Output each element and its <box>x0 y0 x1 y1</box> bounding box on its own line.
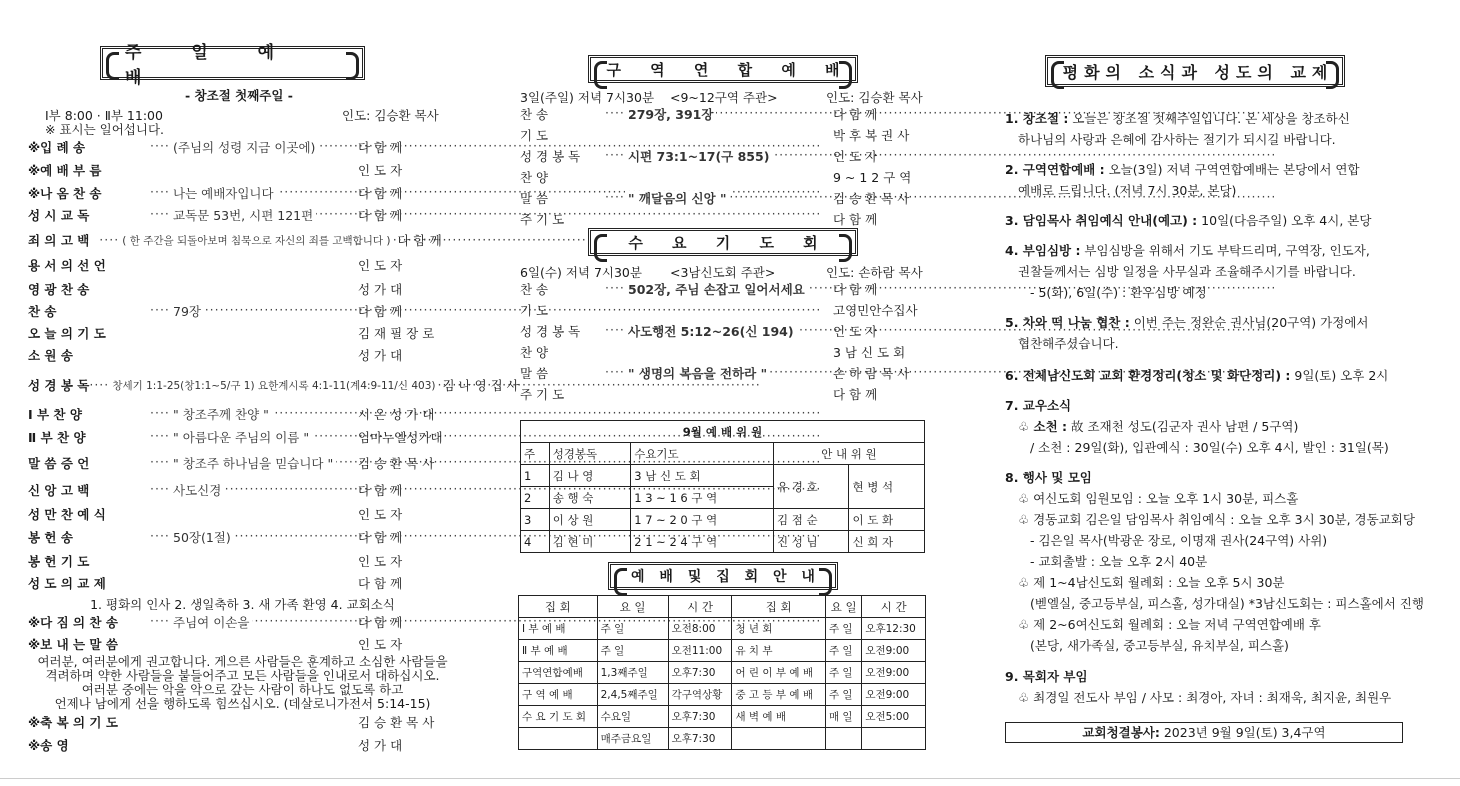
duty-row <box>521 465 925 487</box>
item-detail: " 창조주께 찬양 " ····· <box>150 405 354 423</box>
service-item <box>28 375 519 395</box>
service-item <box>28 255 453 275</box>
schedule-row <box>519 728 926 750</box>
news-line <box>1005 312 1368 333</box>
union-host: <9~12구역 주관> <box>670 90 778 105</box>
news-text: 故 조재천 성도(김군자 권사 남편 / 5구역) <box>1067 419 1299 434</box>
schedule-row <box>519 640 926 662</box>
item-label: 찬 송 <box>520 282 549 297</box>
news-line <box>1005 395 1071 416</box>
banner-title: 수 요 기 도 회 <box>628 233 830 252</box>
item-label: 말 씀 <box>520 191 549 206</box>
item-detail: 279장, 391장 ····· <box>605 105 829 123</box>
item-label: 성 만 찬 예 식 <box>28 507 106 522</box>
service-leader: 인도: 김승환 목사 <box>342 108 439 123</box>
news-banner <box>1045 55 1345 87</box>
news-line <box>1018 180 1236 201</box>
schedule-banner <box>608 562 838 590</box>
item-detail: ( 한 주간을 되돌아보며 침묵으로 자신의 죄를 고백합니다 ) ····· <box>99 232 393 248</box>
item-leader: 다 함 께 <box>833 282 878 297</box>
schedule-cell: 주 일 <box>597 640 668 662</box>
duty-row <box>521 531 925 553</box>
news-heading: 7. 교우소식 <box>1005 398 1072 413</box>
service-item <box>28 504 453 524</box>
schedule-cell: 주 일 <box>597 618 668 640</box>
news-text: - 교회출발 : 오늘 오후 2시 40분 <box>1030 554 1208 569</box>
item-detail: " 아름다운 주님의 이름 " ····· <box>150 428 354 446</box>
schedule-cell: 2,4,5째주일 <box>597 684 668 706</box>
wed-host: <3남신도회 주관> <box>670 265 776 280</box>
news-heading: 3. 담임목사 취임예식 안내(예고) : <box>1005 213 1198 228</box>
schedule-cell: 오후12:30 <box>862 618 926 640</box>
item-leader: 다 함 께 <box>833 212 878 227</box>
news-heading: 1. 창조절 : <box>1005 111 1069 126</box>
schedule-cell: 어 린 이 부 예 배 <box>732 662 826 684</box>
schedule-row <box>519 662 926 684</box>
item-label: 용 서 의 선 언 <box>28 258 106 273</box>
schedule-cell: 구 역 예 배 <box>519 684 598 706</box>
news-text: ♧ 경동교회 김은일 담임목사 취임예식 : 오늘 오후 3시 30분, 경동교회당 <box>1018 512 1415 527</box>
item-label: 말 씀 <box>520 366 549 381</box>
item-label: 성 경 봉 독 <box>28 378 90 393</box>
duty-cell: 2 <box>521 487 550 509</box>
schedule-cell <box>732 728 826 750</box>
duty-row <box>521 509 925 531</box>
news-line <box>1030 282 1207 303</box>
service-item <box>28 634 453 654</box>
usher-cell: 신 희 자 <box>849 531 925 553</box>
item-label: Ⅰ 부 찬 양 <box>28 407 82 422</box>
service-item <box>520 384 928 404</box>
news-text: - 김은일 목사(박광운 장로, 이명재 권사(24구역) 사위) <box>1030 533 1328 548</box>
duty-cell: 이 상 원 <box>549 509 631 531</box>
item-detail: " 생명의 복음을 전하라 " ····· <box>605 364 829 382</box>
item-leader: 3 남 신 도 회 <box>833 345 906 360</box>
schedule-cell: 오전9:00 <box>862 640 926 662</box>
schedule-cell: 오후7:30 <box>668 706 732 728</box>
duty-cell: 4 <box>521 531 550 553</box>
duty-cell: 3 <box>521 509 550 531</box>
service-item <box>520 279 928 299</box>
season-subtitle: - 창조절 첫째주일 - <box>185 88 293 103</box>
schedule-cell: 매 일 <box>825 706 861 728</box>
cleaning-label: 교회청결봉사: <box>1082 725 1160 740</box>
service-item <box>520 321 928 341</box>
item-label: Ⅱ 부 찬 양 <box>28 430 86 445</box>
service-item <box>28 301 453 321</box>
usher-cell: 김 점 순 <box>773 509 849 531</box>
service-item <box>520 209 928 229</box>
item-leader: 다 함 께 <box>358 576 403 591</box>
item-label: ※다 짐 의 찬 송 <box>28 615 118 630</box>
item-label: 성 시 교 독 <box>28 208 90 223</box>
item-label: ※입 례 송 <box>28 140 86 155</box>
item-label: 성 경 봉 독 <box>520 149 581 164</box>
schedule-cell: 1,3째주일 <box>597 662 668 684</box>
news-heading: 6. 전체남신도회 교회 환경정리(청소 및 화단정리) : <box>1005 368 1291 383</box>
duty-table <box>520 420 925 553</box>
news-line <box>1030 593 1424 614</box>
news-heading: 4. 부임심방 : <box>1005 243 1081 258</box>
item-label: 봉 헌 기 도 <box>28 554 90 569</box>
service-item <box>28 712 453 732</box>
duty-cell: 1 3 ~ 1 6 구 역 <box>631 487 774 509</box>
item-leader: 성 가 대 <box>358 348 403 363</box>
news-text: ♧ 제 2~6여신도회 월례회 : 오늘 저녁 구역연합예배 후 <box>1018 617 1322 632</box>
schedule-cell: 구역연합예배 <box>519 662 598 684</box>
service-item <box>520 167 928 187</box>
schedule-cell: 중 고 등 부 예 배 <box>732 684 826 706</box>
service-times: Ⅰ부 8:00 · Ⅱ부 11:00 <box>45 108 163 123</box>
item-leader: 인 도 자 <box>358 637 403 652</box>
schedule-cell: 오후7:30 <box>668 662 732 684</box>
schedule-header: 요 일 <box>597 596 668 618</box>
item-label: 찬 양 <box>520 170 549 185</box>
schedule-row <box>519 706 926 728</box>
service-item <box>520 125 928 145</box>
benediction-line: 여러분 중에는 악을 악으로 갚는 사람이 하나도 없도록 하고 <box>81 682 404 697</box>
standing-note: ※ 표시는 일어섭니다. <box>45 122 164 137</box>
item-leader: 박 후 복 권 사 <box>833 128 910 143</box>
duty-header-row <box>521 443 925 465</box>
news-text: (벧엘실, 중고등부실, 피스홀, 성가대실) *3남신도회는 : 피스홀에서 진행 <box>1030 596 1424 611</box>
item-label: 찬 송 <box>28 304 57 319</box>
service-item <box>28 183 453 203</box>
union-leader: 인도: 김승환 목사 <box>826 90 923 105</box>
schedule-header: 집 회 <box>732 596 826 618</box>
item-leader: 성 가 대 <box>358 282 403 297</box>
fellowship-list: 1. 평화의 인사 2. 생일축하 3. 새 가족 환영 4. 교회소식 <box>90 597 395 612</box>
schedule-header-row <box>519 596 926 618</box>
schedule-cell: 수 요 기 도 회 <box>519 706 598 728</box>
item-label: 말 씀 증 언 <box>28 456 90 471</box>
duty-header: 성경봉독 <box>549 443 631 465</box>
news-line <box>1005 159 1360 180</box>
news-line <box>1018 261 1356 282</box>
item-label: 주 기 도 <box>520 387 565 402</box>
schedule-cell: 오전9:00 <box>862 684 926 706</box>
duty-header: 수요기도 <box>631 443 774 465</box>
service-item <box>520 188 928 208</box>
item-label: 신 앙 고 백 <box>28 483 90 498</box>
schedule-cell: 매주금요일 <box>597 728 668 750</box>
duty-cell: 2 1 ~ 2 4 구 역 <box>631 531 774 553</box>
usher-cell: 유 경 호 <box>773 465 849 509</box>
service-item <box>520 300 928 320</box>
scan-edge <box>0 778 1460 779</box>
item-detail: " 창조주 하나님을 믿습니다 " ····· <box>150 454 354 472</box>
schedule-header: 시 간 <box>668 596 732 618</box>
schedule-cell: 오전5:00 <box>862 706 926 728</box>
item-detail: 나는 예배자입니다 ····· <box>150 184 354 202</box>
duty-header: 주 <box>521 443 550 465</box>
schedule-cell: 주 일 <box>825 640 861 662</box>
schedule-cell: 유 치 부 <box>732 640 826 662</box>
news-line <box>1018 509 1415 530</box>
news-text: 권찰들께서는 심방 일정을 사무실과 조율해주시기를 바랍니다. <box>1018 264 1356 279</box>
duty-cell: 김 나 영 <box>549 465 631 487</box>
service-item <box>28 404 453 424</box>
item-detail: 사도신경 ····· <box>150 481 354 499</box>
service-item <box>28 137 453 157</box>
news-line <box>1018 333 1119 354</box>
cleaning-duty <box>1005 722 1403 743</box>
item-label: 찬 송 <box>520 107 549 122</box>
item-detail: 79장 ····· <box>150 302 354 320</box>
schedule-cell: 각구역상황 <box>668 684 732 706</box>
cleaning-value: 2023년 9월 9일(토) 3,4구역 <box>1159 725 1326 740</box>
service-item <box>28 453 453 473</box>
service-item <box>28 427 453 447</box>
item-leader: 다 함 께 <box>358 304 403 319</box>
service-item <box>28 480 453 500</box>
schedule-cell <box>519 728 598 750</box>
news-line <box>1018 687 1391 708</box>
service-item <box>520 342 928 362</box>
item-label: ※축 복 의 기 도 <box>28 715 118 730</box>
news-line <box>1005 210 1371 231</box>
item-detail: 교독문 53번, 시편 121편 ····· <box>150 206 354 224</box>
news-text: ♧ 여신도회 임원모임 : 오늘 오후 1시 30분, 피스홀 <box>1018 491 1299 506</box>
banner-title: 예 배 및 집 회 안 내 <box>631 569 820 585</box>
duty-cell: 김 현 미 <box>549 531 631 553</box>
news-heading: 8. 행사 및 모임 <box>1005 470 1092 485</box>
item-leader: 다 함 께 <box>397 233 442 248</box>
item-leader: 김 승 환 목 사 <box>833 191 910 206</box>
union-schedule: 3일(주일) 저녁 7시30분 <box>520 90 655 105</box>
item-leader: 고영민안수집사 <box>833 303 918 318</box>
news-text: ♧ 최경일 전도사 부임 / 사모 : 최경아, 자녀 : 최재욱, 최지윤, 최원우 <box>1018 690 1392 705</box>
news-text: 예배로 드립니다. (저녁 7시 30분, 본당) <box>1018 183 1237 198</box>
item-label: 성 도 의 교 제 <box>28 576 106 591</box>
item-label: 기 도 <box>520 128 549 143</box>
duty-header: 안 내 위 원 <box>773 443 924 465</box>
service-item <box>28 551 453 571</box>
usher-cell: 이 도 화 <box>849 509 925 531</box>
service-item <box>28 573 453 593</box>
schedule-cell: 오전9:00 <box>862 662 926 684</box>
schedule-header: 집 회 <box>519 596 598 618</box>
item-leader: 손 하 람 목 사 <box>833 366 910 381</box>
item-leader: 다 함 께 <box>358 615 403 630</box>
item-leader: 임마누엘성가대 <box>358 430 443 445</box>
item-label: ※나 옴 찬 송 <box>28 186 102 201</box>
schedule-cell: 오후7:30 <box>668 728 732 750</box>
service-item <box>28 205 453 225</box>
news-line <box>1030 530 1327 551</box>
item-label: 봉 헌 송 <box>28 530 73 545</box>
schedule-header: 시 간 <box>862 596 926 618</box>
item-leader: 김 승 환 목 사 <box>358 715 435 730</box>
news-line <box>1030 437 1389 458</box>
service-item <box>28 323 453 343</box>
benediction-line: 여러분, 여러분에게 권고합니다. 게으른 사람들은 훈계하고 소심한 사람들을 <box>37 654 448 669</box>
news-line <box>1018 614 1321 635</box>
service-item <box>28 527 453 547</box>
item-leader: 인 도 자 <box>358 163 403 178</box>
schedule-cell <box>825 728 861 750</box>
item-label: ※보 내 는 말 씀 <box>28 637 118 652</box>
news-line <box>1018 572 1285 593</box>
news-text: (본당, 새가족실, 중고등부실, 유치부실, 피스홀) <box>1030 638 1289 653</box>
news-text: 하나님의 사랑과 은혜에 감사하는 절기가 되시길 바랍니다. <box>1018 132 1336 147</box>
news-line <box>1018 129 1336 150</box>
news-line <box>1005 467 1092 488</box>
news-text: ♧ 제 1~4남신도회 월례회 : 오늘 오후 5시 30분 <box>1018 575 1285 590</box>
service-item <box>28 230 453 250</box>
item-leader: 인 도 자 <box>358 507 403 522</box>
news-heading: 5. 차와 떡 나눔 협찬 : <box>1005 315 1130 330</box>
wed-leader: 인도: 손하람 목사 <box>826 265 923 280</box>
item-label: 성 경 봉 독 <box>520 324 581 339</box>
service-item <box>28 160 453 180</box>
schedule-cell <box>862 728 926 750</box>
duty-cell: 1 7 ~ 2 0 구 역 <box>631 509 774 531</box>
usher-cell: 현 병 석 <box>849 465 925 509</box>
benediction-text <box>0 655 485 711</box>
news-line <box>1005 365 1388 386</box>
item-leader: 김 나 영 집 사 <box>442 378 519 393</box>
service-item <box>520 104 928 124</box>
duty-cell: 1 <box>521 465 550 487</box>
item-detail: " 깨달음의 신앙 " ····· <box>605 189 829 207</box>
item-label: 소 원 송 <box>28 348 73 363</box>
item-leader: 다 함 께 <box>358 140 403 155</box>
banner-title: 평화의 소식과 성도의 교제 <box>1062 62 1334 82</box>
schedule-cell: 주 일 <box>825 662 861 684</box>
schedule-cell: 새 벽 예 배 <box>732 706 826 728</box>
news-line <box>1030 635 1289 656</box>
item-leader: 다 함 께 <box>358 186 403 201</box>
schedule-cell: 주 일 <box>825 618 861 640</box>
item-detail: 창세기 1:1-25(창1:1~5/구 1) 요한계시록 4:1-11(계4:9-11/신 403) ····· <box>89 377 438 393</box>
duty-title: 9월 예 배 위 원 <box>521 421 925 443</box>
item-label: 기 도 <box>520 303 549 318</box>
item-detail: 사도행전 5:12~26(신 194) ····· <box>605 322 829 340</box>
news-heading: 9. 목회자 부임 <box>1005 669 1088 684</box>
schedule-cell: Ⅰ 부 예 배 <box>519 618 598 640</box>
sunday-service-banner <box>100 43 365 88</box>
schedule-cell: 청 년 회 <box>732 618 826 640</box>
news-column <box>990 0 1460 786</box>
item-label: 영 광 찬 송 <box>28 282 90 297</box>
item-leader: 인 도 자 <box>833 324 878 339</box>
banner-title: 주 일 예 배 <box>125 43 297 88</box>
service-item <box>28 735 453 755</box>
news-text: 오늘(3일) 저녁 구역연합예배는 본당에서 연합 <box>1104 162 1360 177</box>
schedule-row <box>519 618 926 640</box>
news-heading: 2. 구역연합예배 : <box>1005 162 1105 177</box>
schedule-table <box>518 595 926 750</box>
item-label: 찬 양 <box>520 345 549 360</box>
news-text: / 소천 : 29일(화), 입관예식 : 30일(수) 오후 4시, 발인 : 31일(목) <box>1030 440 1389 455</box>
news-line <box>1005 108 1350 129</box>
schedule-cell: 오전11:00 <box>668 640 732 662</box>
news-heading: ♧ 소천 : <box>1018 419 1068 434</box>
banner-title: 구 역 연 합 예 배 <box>606 60 852 79</box>
item-detail: 주님여 이손을 ····· <box>150 613 354 631</box>
item-label: 주 기 도 <box>520 212 565 227</box>
item-label: ※송 영 <box>28 738 69 753</box>
news-line <box>1018 488 1298 509</box>
item-detail: 502장, 주님 손잡고 일어서세요 ····· <box>605 280 829 298</box>
duty-cell: 송 행 숙 <box>549 487 631 509</box>
union-service-banner <box>588 55 858 83</box>
item-leader: 성 가 대 <box>358 738 403 753</box>
news-text: - 5(화), 6일(수) : 환우심방 예정 <box>1030 285 1207 300</box>
schedule-cell: 수요일 <box>597 706 668 728</box>
schedule-header: 요 일 <box>825 596 861 618</box>
schedule-cell: Ⅱ 부 예 배 <box>519 640 598 662</box>
weekday-service-column <box>500 0 950 786</box>
item-leader: 다 함 께 <box>833 387 878 402</box>
benediction-line: 격려하며 약한 사람들을 붙들어주고 모든 사람들을 인내로서 대하십시오. <box>45 668 440 683</box>
news-line <box>1005 666 1088 687</box>
item-label: 죄 의 고 백 <box>28 233 90 248</box>
service-item <box>520 146 928 166</box>
sunday-service-column <box>0 0 519 786</box>
news-line <box>1005 240 1370 261</box>
item-leader: 다 함 께 <box>358 530 403 545</box>
news-text: 10일(다음주일) 오후 4시, 본당 <box>1197 213 1372 228</box>
news-text: 부임심방을 위해서 기도 부탁드리며, 구역장, 인도자, <box>1080 243 1370 258</box>
news-text: 이번 주는 정완순 권사님(20구역) 가정에서 <box>1129 315 1369 330</box>
duty-cell: 3 남 신 도 회 <box>631 465 774 487</box>
item-label: ※예 배 부 름 <box>28 163 102 178</box>
service-item <box>520 363 928 383</box>
wednesday-prayer-banner <box>588 228 858 256</box>
item-leader: 인 도 자 <box>358 554 403 569</box>
item-leader: 인 도 자 <box>833 149 878 164</box>
item-leader: 시 온 성 가 대 <box>358 407 435 422</box>
item-leader: 다 함 께 <box>833 107 878 122</box>
item-leader: 김 승 환 목 사 <box>358 456 435 471</box>
schedule-cell: 오전8:00 <box>668 618 732 640</box>
item-leader: 다 함 께 <box>358 483 403 498</box>
wed-schedule: 6일(수) 저녁 7시30분 <box>520 265 642 280</box>
news-text: 9일(토) 오후 2시 <box>1290 368 1389 383</box>
item-leader: 9 ~ 1 2 구 역 <box>833 170 912 185</box>
item-leader: 다 함 께 <box>358 208 403 223</box>
service-item <box>28 279 453 299</box>
item-detail: 50장(1절) ····· <box>150 528 354 546</box>
item-detail: (주님의 성령 지금 이곳에) ····· <box>150 138 354 156</box>
item-detail: 시편 73:1~17(구 855) ····· <box>605 147 829 165</box>
schedule-row <box>519 684 926 706</box>
benediction-line: 언제나 남에게 선을 행하도록 힘쓰십시오. (데살로니가전서 5:14-15) <box>54 696 431 711</box>
news-line <box>1018 416 1298 437</box>
item-leader: 김 재 필 장 로 <box>358 326 435 341</box>
usher-cell: 진 성 님 <box>773 531 849 553</box>
item-leader: 인 도 자 <box>358 258 403 273</box>
news-line <box>1030 551 1207 572</box>
service-item <box>28 612 453 632</box>
schedule-cell: 주 일 <box>825 684 861 706</box>
news-text: 협찬해주셨습니다. <box>1018 336 1119 351</box>
news-text: 오늘은 창조절 첫째주일입니다. 온 세상을 창조하신 <box>1068 111 1350 126</box>
item-label: 오 늘 의 기 도 <box>28 326 106 341</box>
service-item <box>28 345 453 365</box>
